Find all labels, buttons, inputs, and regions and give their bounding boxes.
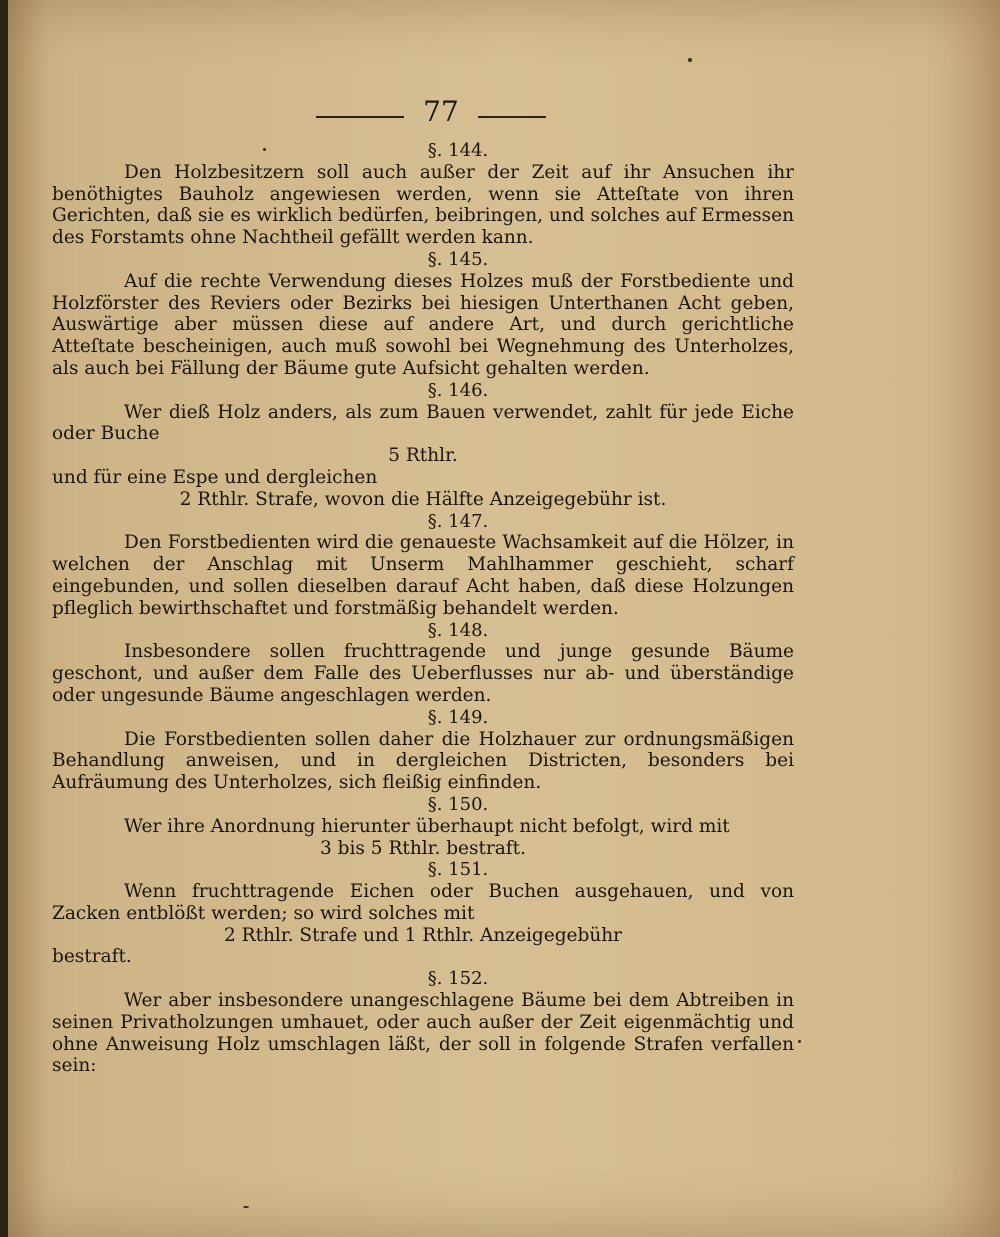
fine-line-150: 3 bis 5 Rthlr. bestraft. bbox=[320, 837, 526, 859]
page-text bbox=[52, 140, 794, 1077]
paragraph-text: Wenn fruchttragende Eichen oder Buchen ausgehauen, und von Zacken entblößt werden; so wird solches mit bbox=[52, 881, 794, 924]
page-header bbox=[0, 92, 1000, 132]
paragraph-146b: und für eine Espe und dergleichen bbox=[52, 466, 378, 488]
paragraph-151 bbox=[52, 881, 794, 925]
paragraph-text: Wer ihre Anordnung hierunter überhaupt nicht befolgt, wird mit bbox=[124, 815, 730, 837]
paragraph-149 bbox=[52, 729, 794, 794]
paragraph-text: Wer dieß Holz anders, als zum Bauen verwendet, zahlt für jede Eiche oder Buche bbox=[52, 401, 794, 445]
paragraph-text: Die Forstbedienten sollen daher die Holzhauer zur ordnungsmäßigen Behandlung anweisen, und in dergleichen Districten, besonders bei Aufräumung des Unterholzes, sich fleißig einfinden. bbox=[52, 728, 794, 794]
paragraph-152 bbox=[52, 990, 794, 1077]
fine-line-146a: 5 Rthlr. bbox=[388, 445, 458, 467]
header-rule-left bbox=[316, 116, 404, 118]
paragraph-147 bbox=[52, 532, 794, 619]
paragraph-text: Wer aber insbesondere unangeschlagene Bäume bei dem Abtreiben in seinen Privatholzungen umhauet, oder auch außer der Zeit eigenmächtig und ohne Anweisung Holz umschlagen läßt, der soll in folgende Strafen verfallen sein: bbox=[52, 990, 794, 1077]
paragraph-146 bbox=[52, 402, 794, 446]
paragraph-text: Den Forstbedienten wird die genaueste Wachsamkeit auf die Hölzer, in welchen der Anschlag mit Unserm Mahlhammer geschieht, scharf eingebunden, und sollen dieselben darauf Acht haben, daß diese Holzungen pfleglich bewirthschaftet und forstmäßig behandelt werden. bbox=[52, 532, 794, 619]
paper-speck bbox=[798, 1040, 801, 1043]
section-heading-150: §. 150. bbox=[427, 793, 489, 815]
section-heading-145: §. 145. bbox=[427, 248, 489, 270]
section-heading-147: §. 147. bbox=[427, 510, 489, 532]
book-spine-shadow bbox=[0, 0, 8, 1237]
paragraph-text: Auf die rechte Verwendung dieses Holzes muß der Forstbediente und Holzförster des Reviers oder Bezirks bei hiesigen Unterthanen Acht geben, Auswärtige aber müssen diese auf andere Art, und durch gerichtliche Atteſtate bescheinigen, auch muß sowohl bei Wegnehmung des Unterholzes, als auch bei Fällung der Bäume gute Aufsicht gehalten werden. bbox=[52, 270, 794, 379]
paragraph-145 bbox=[52, 271, 794, 380]
fine-line-151: 2 Rthlr. Strafe und 1 Rthlr. Anzeigegebühr bbox=[223, 924, 623, 946]
section-heading-152: §. 152. bbox=[427, 968, 489, 990]
paragraph-148 bbox=[52, 641, 794, 706]
paragraph-144 bbox=[52, 162, 794, 249]
section-heading-144: §. 144. bbox=[427, 140, 489, 161]
paragraph-text: Den Holzbesitzern soll auch außer der Zeit auf ihr Ansuchen ihr benöthigtes Bauholz angewiesen werden, wenn sie Atteſtate von ihren Gerichten, daß sie es wirklich bedürfen, beibringen, und solches auf Ermessen des Forstamts ohne Nachtheil gefällt werden kann. bbox=[52, 161, 794, 249]
fine-line-146b: 2 Rthlr. Strafe, wovon die Hälfte Anzeigegebühr ist. bbox=[179, 488, 667, 510]
paragraph-151b: bestraft. bbox=[52, 946, 132, 968]
section-heading-148: §. 148. bbox=[427, 619, 489, 641]
paper-speck bbox=[243, 1206, 249, 1208]
paragraph-text: Insbesondere sollen fruchttragende und junge gesunde Bäume geschont, und außer dem Falle des Ueberflusses nur ab- und überständige oder ungesunde Bäume angeschlagen werden. bbox=[52, 641, 794, 706]
section-heading-151: §. 151. bbox=[427, 859, 489, 881]
paper-speck bbox=[688, 58, 692, 62]
paragraph-150 bbox=[52, 816, 794, 838]
header-rule-right bbox=[478, 116, 546, 118]
page-number: 77 bbox=[423, 95, 459, 128]
section-heading-146: §. 146. bbox=[427, 379, 489, 401]
section-heading-149: §. 149. bbox=[427, 706, 489, 728]
